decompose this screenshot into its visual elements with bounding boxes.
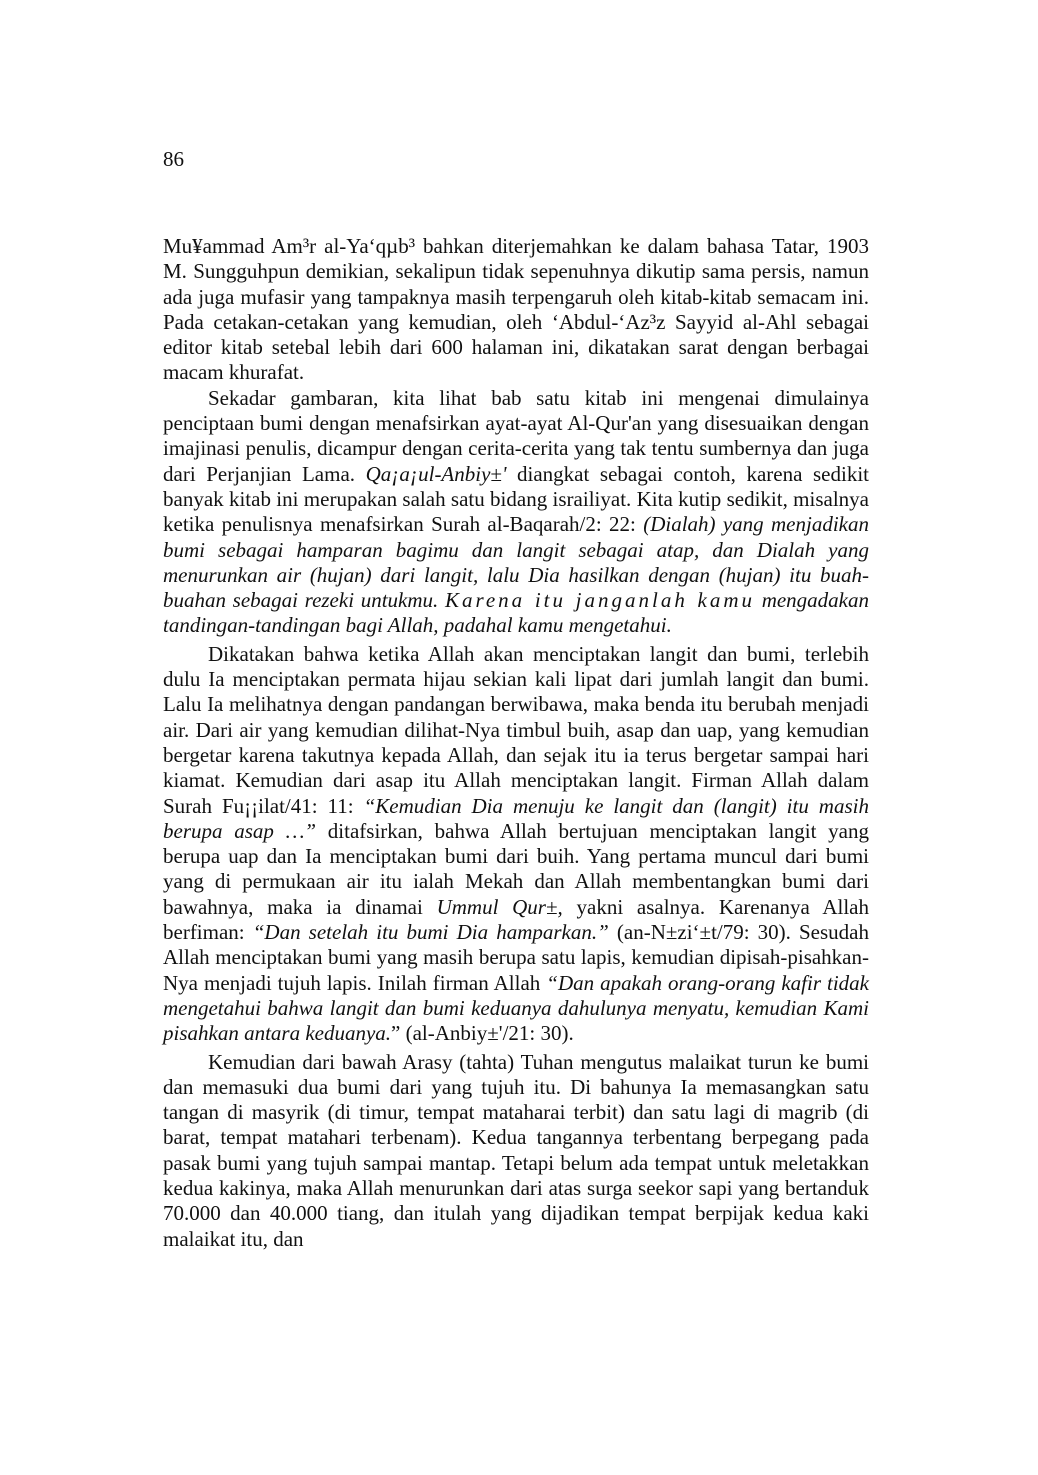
paragraph-2-text: diangkat sebagai contoh, karena sedikit banyak kitab ini merupakan salah satu bidang israiliyat. Kita kutip sedikit, misalnya ketika penulisnya menafsirkan Surah al-Baqarah/2: 22: [163, 461, 869, 537]
quran-quote-baqarah: (Dialah) yang menjadikan bumi sebagai hamparan bagimu dan langit sebagai atap, dan Dialah yang menurunkan air (hujan) dari langit, lalu Dia hasilkan dengan (hujan) itu buah-buahan sebagai rezeki untukmu. [163, 512, 869, 613]
quran-quote-naziat: “Dan setelah itu bumi Dia hamparkan.” [252, 920, 609, 945]
term-ummul-qura: Ummul Qur±, [436, 894, 563, 919]
book-title-qasasul-anbiya: Qa¡a¡ul-Anbiy±' [365, 461, 507, 486]
paragraph-3-text: yakni asalnya. Karenanya Allah berfiman: [163, 894, 869, 945]
paragraph-2-text: Sekadar gambaran, kita lihat bab satu kitab ini mengenai dimulainya penciptaan bumi dengan menafsirkan ayat-ayat Al-Qur'an yang disesuaikan dengan imajinasi penulis, dicampur dengan cerita-cerita yang tak tentu sumbernya dan juga dari Perjanjian Lama. [163, 385, 869, 486]
paragraph-1 [163, 234, 869, 386]
paragraph-3-text: (an-N±zi‘±t/79: 30). Sesudah Allah menciptakan bumi yang masih berupa satu lapis, kemudian dipisah-pisahkan-Nya menjadi tujuh lapis. Inilah firman Allah [163, 920, 869, 995]
paragraph-4-text: Kemudian dari bawah Arasy (tahta) Tuhan mengutus malaikat turun ke bumi dan memasuki dua bumi dari yang tujuh itu. Di bahunya Ia memasangkan satu tangan di masyrik (di timur, tempat mataharai terbit) dan satu lagi di magrib (di barat, tempat matahari terbenam). Kedua tangannya terbentang berpegang pada pasak bumi yang tujuh sampai mantap. Tetapi belum ada tempat untuk meletakkan kedua kakinya, maka Allah menurunkan dari atas surga seekor sapi yang bertanduk 70.000 dan 40.000 tiang, dan itulah yang dijadikan tempat berpijak kedua kaki malaikat itu, dan [163, 1049, 869, 1251]
quran-quote-anbiya: “Dan apakah orang-orang kafir tidak mengetahui bahwa langit dan bumi keduanya dahulunya menyatu, kemudian Kami pisahkan antara keduanya. [163, 970, 869, 1046]
quran-quote-baqarah-end: mengadakan tandingan-tandingan bagi Allah, padahal kamu mengetahui. [163, 588, 869, 638]
paragraph-3-text: ” (al-Anbiy±'/21: 30). [391, 1021, 574, 1046]
body-text [163, 234, 869, 1252]
paragraph-3-text: ditafsirkan, bahwa Allah bertujuan menciptakan langit yang berupa uap dan Ia menciptakan bumi dari buih. Yang pertama muncul dari bumi yang di permukaan air itu ialah Mekah dan Allah membentangkan bumi dari bawahnya, maka ia dinamai [163, 818, 869, 919]
page-number: 86 [163, 147, 184, 171]
paragraph-3 [163, 642, 869, 1047]
quran-quote-baqarah-spaced: Karena itu janganlah kamu [444, 588, 756, 613]
paragraph-4 [163, 1050, 869, 1252]
paragraph-2 [163, 386, 869, 639]
paragraph-3-text: Dikatakan bahwa ketika Allah akan menciptakan langit dan bumi, terlebih dulu Ia menciptakan permata hijau sekian kali lipat dari jumlah langit dan bumi. Lalu Ia melihatnya dengan pandangan berwibawa, maka benda itu berubah menjadi air. Dari air yang kemudian dilihat-Nya timbul buih, asap dan uap, yang kemudian bergetar karena takutnya kepada Allah, dan sejak itu ia terus bergetar sampai hari kiamat. Kemudian dari asap itu Allah menciptakan langit. Firman Allah dalam Surah Fu¡¡ilat/41: 11: [163, 641, 869, 818]
quran-quote-fussilat: “Kemudian Dia menuju ke langit dan (langit) itu masih berupa asap …” [163, 793, 869, 843]
paragraph-1-text: Mu¥ammad Am³r al-Ya‘qµb³ bahkan diterjemahkan ke dalam bahasa Tatar, 1903 M. Sungguhpun demikian, sekalipun tidak sepenuhnya dikutip sama persis, namun ada juga mufasir yang tampaknya masih terpengaruh oleh kitab-kitab semacam ini. Pada cetakan-cetakan yang kemudian, oleh ‘Abdul-‘Az³z Sayyid al-Ahl sebagai editor kitab setebal lebih dari 600 halaman ini, dikatakan sarat dengan berbagai macam khurafat. [163, 234, 869, 385]
